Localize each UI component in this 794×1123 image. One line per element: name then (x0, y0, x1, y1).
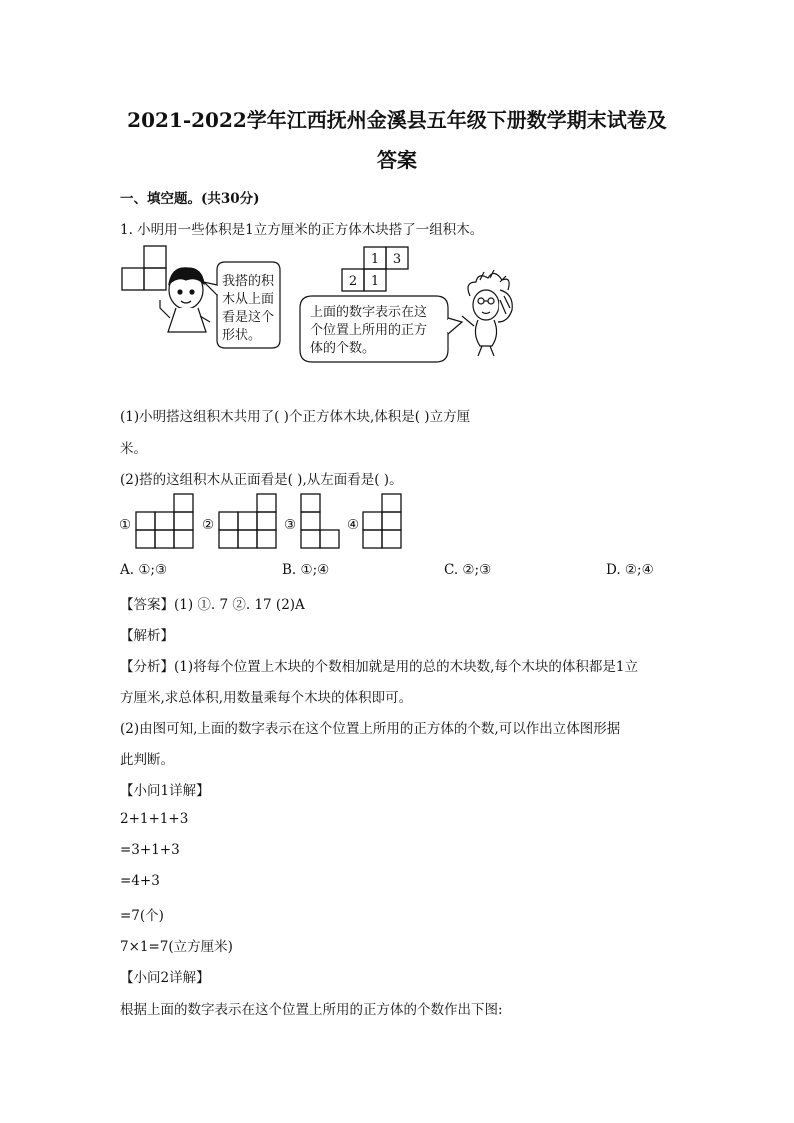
doc-title-line1: 2021-2022学年江西抚州金溪县五年级下册数学期末试卷及 (127, 108, 667, 132)
grid-number: 3 (392, 252, 402, 267)
calc-line: =3+1+3 (120, 842, 180, 858)
top-view-shape (122, 246, 166, 290)
sub-answer-1-heading: 【小问1详解】 (120, 783, 210, 799)
calc-line: 7×1=7(立方厘米) (120, 939, 233, 955)
section-heading: 一、填空题。(共30分) (120, 191, 260, 207)
analysis-heading: 【解析】 (120, 628, 174, 644)
sub-question-1-line1: (1)小明搭这组积木共用了( )个正方体木块,体积是( )立方厘 (120, 409, 471, 425)
shape-label: ① (119, 517, 132, 533)
option-shape-4 (363, 494, 401, 548)
grid-number: 1 (370, 252, 380, 267)
option-b: B. ①;④ (282, 562, 330, 578)
grid-number: 2 (348, 274, 358, 289)
calc-line: =7(个) (120, 908, 164, 924)
option-shape-1 (136, 494, 193, 548)
final-line: 根据上面的数字表示在这个位置上所用的正方体的个数作出下图: (120, 1002, 503, 1018)
doc-title-line2: 答案 (377, 148, 417, 172)
calc-line: =4+3 (120, 873, 160, 889)
analysis-line: 方厘米,求总体积,用数量乘每个木块的体积即可。 (120, 690, 413, 706)
analysis-line: (2)由图可知,上面的数字表示在这个位置上所用的正方体的个数,可以作出立体图形据 (120, 721, 621, 737)
character-illustration (462, 270, 512, 356)
bubble-left-line: 木从上面 (222, 292, 275, 307)
shape-label: ③ (284, 517, 297, 533)
sub-question-2: (2)搭的这组积木从正面看是( ),从左面看是( )。 (120, 472, 403, 488)
bubble-right-line: 个位置上所用的正方 (310, 323, 428, 338)
bubble-left-line: 看是这个 (222, 310, 275, 325)
sub-question-1-line2: 米。 (120, 441, 147, 457)
option-a: A. ①;③ (120, 562, 168, 578)
speech-bubble-left (204, 262, 280, 348)
answer-line: 【答案】(1) ①. 7 ②. 17 (2)A (120, 597, 305, 613)
boy-illustration (160, 268, 210, 332)
grid-number: 1 (370, 274, 380, 289)
option-d: D. ②;④ (606, 562, 654, 578)
option-shape-2 (219, 494, 276, 548)
analysis-line: 此判断。 (120, 752, 174, 768)
calc-line: 2+1+1+3 (120, 811, 189, 827)
option-c: C. ②;③ (444, 562, 492, 578)
sub-answer-2-heading: 【小问2详解】 (120, 970, 210, 986)
bubble-right-line: 体的个数。 (310, 341, 376, 356)
bubble-right-line: 上面的数字表示在这 (310, 305, 428, 320)
speech-bubble-right (300, 296, 462, 362)
bubble-left-line: 我搭的积 (222, 274, 275, 289)
shape-label: ② (202, 517, 215, 533)
bubble-left-line: 形状。 (222, 328, 262, 343)
shape-label: ④ (347, 517, 360, 533)
analysis-line: 【分析】(1)将每个位置上木块的个数相加就是用的总的木块数,每个木块的体积都是1立 (120, 659, 639, 675)
question-stem: 1. 小明用一些体积是1立方厘米的正方体木块搭了一组积木。 (120, 222, 484, 238)
option-shape-3 (301, 494, 339, 548)
